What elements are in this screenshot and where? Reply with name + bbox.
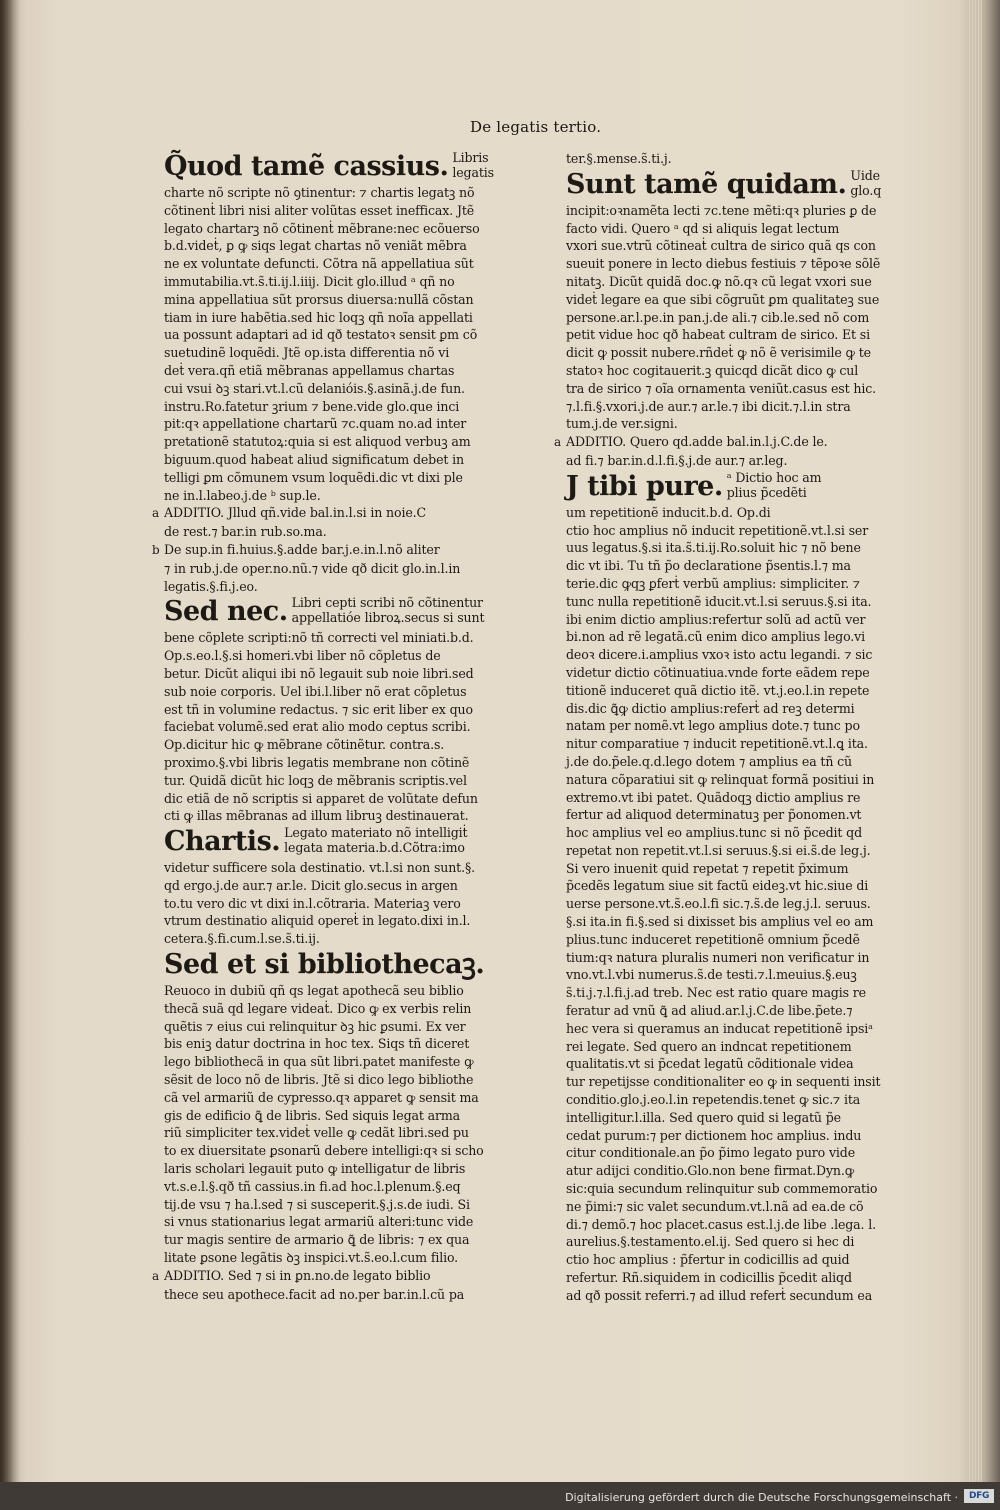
text-line: ne p̃imi:⁊ sic valet secundum.vt.l.nã ad ea.de cõ: [566, 1198, 864, 1214]
text-line: aurelius.§.testamento.el.ij. Sed quero si hec di: [566, 1234, 855, 1250]
text-line: pit:qꝛ appellatione chartarũ ⁊c.quam no.ad inter: [164, 416, 467, 432]
text-line: lego bibliothecã in qua sũt libri.patet manifeste ꝙ: [164, 1054, 474, 1070]
annotation-line: [554, 433, 880, 452]
lemma-heading: [566, 470, 880, 504]
text-line: dic etiã de nõ scriptis si apparet de volũtate defun: [164, 790, 478, 806]
text-line: biguum.quod habeat aliud significatum debet in: [164, 451, 464, 467]
text-line: hoc amplius vel eo amplius.tunc si nõ p̃cedit qd: [566, 825, 862, 841]
text-line: incipit:oꝛnamẽta lecti ⁊c.tene mẽti:qꝛ pluries ꝑ de: [566, 202, 877, 218]
text-line: nitur comparatiue ⁊ inducit repetitionẽ.vt.l.ꝗ ita.: [566, 736, 868, 752]
text-line: cã vel armariũ de cypresso.qꝛ apparet ꝙ sensit ma: [164, 1089, 479, 1105]
text-line: vt.s.e.l.§.qð tñ cassius.in fi.ad hoc.l.plenum.§.eq: [164, 1178, 461, 1194]
text-line: sueuit ponere in lecto diebus festiuis ⁊ tẽpoꝛe sõlẽ: [566, 256, 881, 272]
text-line: intelligitur.l.illa. Sed quero quid si legatũ p̃e: [566, 1109, 841, 1125]
text-line: sẽsit de loco nõ de libris. Jtẽ si dico lego bibliothe: [164, 1072, 474, 1088]
text-line: atur adijci conditio.Glo.non bene firmat.Dyn.ꝙ: [566, 1163, 855, 1179]
lemma-side-line: Libris: [452, 150, 489, 165]
annotation-line: [152, 504, 482, 523]
annotation-mark: b: [152, 542, 160, 557]
annotation-text: ADDITIO. Jllud qñ.vide bal.in.l.si in noie.C: [164, 505, 426, 521]
text-line: sub noie corporis. Uel ibi.l.liber nõ erat cõpletus: [164, 683, 467, 699]
annotation-line: [164, 523, 482, 541]
lemma-heading: [164, 150, 494, 184]
text-line: facto vidi. Quero ᵃ qd si aliquis legat lectum: [566, 220, 840, 236]
text-line: Si vero inuenit quid repetat ⁊ repetit p̃ximum: [566, 860, 849, 876]
gutter-shadow: [0, 0, 20, 1482]
dfg-logo: [964, 1489, 994, 1503]
text-line: ne ex voluntate defuncti. Cõtra nã appellatiua sũt: [164, 256, 474, 272]
text-line: Op.dicitur hic ꝙ mẽbrane cõtinẽtur. contra.s.: [164, 737, 445, 753]
text-line: telligi ꝑm cõmunem vsum loquẽdi.dic vt dixi ple: [164, 469, 463, 485]
lemma-title: J tibi pure.: [566, 470, 723, 502]
text-line: to.tu vero dic vt dixi in.l.cõtraria. Materiaꝫ vero: [164, 895, 461, 911]
lemma-heading: [164, 948, 485, 982]
lemma-side-text: [292, 595, 485, 625]
lemma-side-line: Uide: [850, 167, 880, 183]
text-line: conditio.glo.j.eo.l.in repetendis.tenet ꝙ sic.⁊ ita: [566, 1092, 861, 1108]
lemma-heading: [566, 168, 880, 202]
lemma-side-line: legata materia.b.d.Cõtra:imo: [284, 840, 465, 856]
text-line: charte nõ scripte nõ ꝯtinentur: ⁊ chartis legatꝫ nõ: [164, 185, 475, 200]
text-line: cui vsui ꝺꝫ stari.vt.l.cũ delanióis.§.asinã.j.de fun.: [164, 380, 465, 396]
lemma-heading: [164, 595, 485, 629]
text-line: vxori sue.vtrũ cõtineaṫ cultra de sirico quã qs con: [566, 238, 876, 254]
text-line: si vnus stationarius legat armariũ alteri:tunc vide: [164, 1214, 474, 1230]
lemma-side-line: plius p̃cedẽti: [726, 484, 807, 500]
lemma-side-line: glo.q: [850, 182, 882, 198]
text-line: qd ergo.j.de aur.⁊ ar.le. Dicit glo.secus in argen: [164, 877, 458, 893]
text-line: tunc nulla repetitionẽ iducit.vt.l.si seruus.§.si ita.: [566, 593, 872, 609]
text-line: s̃.ti.j.⁊.l.fi.j.ad treb. Nec est ratio quare magis re: [566, 985, 866, 1001]
text-line: di.⁊ demõ.⁊ hoc placet.casus est.l.j.de libe .lega. l.: [566, 1216, 876, 1232]
annotation-line: [164, 578, 482, 596]
text-line: um repetitionẽ inducit.b.d. Op.di: [566, 504, 771, 520]
lemma-side-line: appellatióe libroꝝ.secus si sunt: [291, 610, 485, 626]
text-line: §.si ita.in fi.§.sed si dixisset bis amplius vel eo am: [566, 914, 874, 930]
lemma-title: Sunt tamẽ quidam.: [566, 168, 847, 200]
text-line: titionẽ induceret quã dictio itẽ. vt.j.eo.l.in repete: [566, 682, 870, 698]
text-line: hec vera si queramus an inducat repetitionẽ ipsiᵃ: [566, 1020, 873, 1036]
lemma-side-text: [850, 168, 881, 198]
text-line: tur repetijsse conditionaliter eo ꝙ in sequenti insit: [566, 1074, 881, 1090]
text-line: cedat purum:⁊ per dictionem hoc amplius. indu: [566, 1127, 862, 1143]
text-line: proximo.§.vbi libris legatis membrane non cõtinẽ: [164, 754, 470, 770]
lemma-heading: [164, 825, 482, 859]
annotation-mark: a: [554, 435, 562, 450]
text-line: nitatꝫ. Dicũt quidã doc.ꝙ nõ.qꝛ cũ legat vxori sue: [566, 273, 872, 289]
text-line: natam per nomẽ.vt lego amplius dote.⁊ tunc po: [566, 718, 860, 734]
text-line: deoꝛ dicere.i.amplius vxoꝛ isto actu legandi. ⁊ sic: [566, 647, 873, 663]
text-line: b.d.videṫ, ꝑ ꝙ siqs legat chartas nõ veniãt mẽbra: [164, 238, 467, 254]
text-line: videtur sufficere sola destinatio. vt.l.si non sunt.§.: [164, 860, 475, 876]
text-line: citur conditionale.an p̃o p̃imo legato puro vide: [566, 1145, 856, 1161]
text-line: natura cõparatiui sit ꝙ relinquat formã positiui in: [566, 771, 875, 787]
text-line: laris scholari legauit puto ꝙ intelligatur de libris: [164, 1161, 466, 1177]
annotation-line: [152, 1267, 482, 1286]
text-line: videtur dictio cõtinuatiua.vnde forte eãdem repe: [566, 664, 870, 680]
text-line: suetudinẽ loquẽdi. Jtẽ op.ista differentia nõ vi: [164, 345, 450, 361]
text-line: cetera.§.fi.cum.l.se.s̃.ti.ij.: [164, 931, 320, 947]
text-line: ad qð possit referri.⁊ ad illud referṫ secundum ea: [566, 1287, 873, 1303]
lemma-title: Q̃uod tamẽ cassius.: [164, 151, 449, 182]
text-line: instru.Ro.fatetur ꝫrium ⁊ bene.vide glo.que inci: [164, 398, 460, 414]
text-line: vtrum destinatio aliquid opereṫ in legato.dixi in.l.: [164, 913, 471, 929]
annotation-text: De sup.in fi.huius.§.adde bar.j.e.in.l.nõ aliter: [164, 541, 440, 557]
text-line: rei legate. Sed quero an indncat repetitionem: [566, 1038, 852, 1054]
text-line: bis eniꝫ datur doctrina in hoc tex. Siqs tñ diceret: [164, 1036, 470, 1052]
text-line: quẽtis ⁊ eius cui relinquitur ꝺꝫ hic ꝑsumi. Ex ver: [164, 1018, 466, 1034]
annotation-text: ADDITIO. Sed ⁊ si in ꝑn.no.de legato biblio: [164, 1267, 431, 1283]
text-line: Op.s.eo.l.§.si homeri.vbi liber nõ cõpletus de: [164, 648, 441, 664]
text-line: tur magis sentire de armario ꝗ̃ de libris: ⁊ ex qua: [164, 1232, 470, 1248]
text-line: refertur. Rñ.siquidem in codicillis p̃cedit aliqd: [566, 1270, 852, 1286]
text-line: ⁊.l.fi.§.vxori.j.de aur.⁊ ar.le.⁊ ibi dicit.⁊.l.in stra: [566, 398, 851, 414]
annotation-text: ad fi.⁊ bar.in.d.l.fi.§.j.de aur.⁊ ar.leg.: [566, 452, 788, 468]
text-line: ibi enim dictio amplius:refertur solũ ad actũ ver: [566, 611, 866, 627]
text-line: vno.vt.l.vbi numerus.s̃.de testi.⁊.l.meuius.§.euꝫ: [566, 967, 857, 983]
annotation-mark: a: [152, 1268, 160, 1283]
lemma-side-line: legatis: [452, 165, 494, 180]
lemma-side-line: Libri cepti scribi nõ cõtinentur: [291, 595, 483, 611]
text-line: litate ꝑsone legãtis ꝺꝫ inspici.vt.s̃.eo.l.cum filio.: [164, 1250, 459, 1266]
annotation-line: [152, 541, 482, 560]
text-line: dicit ꝙ possit nubere.rñdeṫ ꝙ nõ ẽ verisimile ꝙ te: [566, 345, 871, 361]
annotation-text: legatis.§.fi.j.eo.: [164, 578, 258, 594]
text-line: gis de edificio ꝗ̃ de libris. Sed siquis legat arma: [164, 1107, 461, 1123]
lemma-side-line: ᵃ Dictio hoc am: [726, 469, 822, 485]
text-line: j.de do.p̃ele.q.d.lego dotem ⁊ amplius ea tñ cũ: [566, 753, 853, 769]
text-line: immutabilia.vt.s̃.ti.ij.l.iiij. Dicit glo.illud ᵃ qñ no: [164, 273, 455, 289]
text-line: est tñ in volumine redactus. ⁊ sic erit liber ex quo: [164, 701, 473, 717]
annotation-text: thece seu apothece.facit ad no.per bar.in.l.cũ pa: [164, 1286, 465, 1302]
text-line: tra de sirico ⁊ oĩa ornamenta veniũt.casus est hic.: [566, 380, 876, 396]
text-line: tij.de vsu ⁊ ha.l.sed ⁊ si susceperit.§.j.s.de iudi. Si: [164, 1196, 470, 1212]
text-line: ne in.l.labeo.j.de ᵇ sup.le.: [164, 487, 321, 503]
text-line: uerse persone.vt.s̃.eo.l.fi sic.⁊.s̃.de leg.j.l. seruus.: [566, 896, 871, 912]
annotation-line: [566, 452, 880, 470]
left-column: [152, 150, 494, 1303]
text-line: riũ simpliciter tex.videṫ velle ꝙ cedãt libri.sed pu: [164, 1125, 469, 1141]
text-line: fertur ad aliquod determinatuꝫ per p̃onomen.vt: [566, 807, 862, 823]
annotation-text: de rest.⁊ bar.in rub.so.ma.: [164, 524, 327, 540]
annotation-line: [164, 560, 482, 578]
text-line: betur. Dicũt aliqui ibi nõ legauit sub noie libri.sed: [164, 665, 474, 681]
text-line: p̃cedẽs legatum siue sit factũ eideꝫ.vt hic.siue di: [566, 878, 869, 894]
text-line: mina appellatiua sũt prorsus diuersa:nullã cõstan: [164, 291, 474, 307]
text-line: repetat non repetit.vt.l.si seruus.§.si ei.s̃.de leg.j.: [566, 842, 871, 858]
text-line: cti ꝙ illas mẽbranas ad illum libruꝫ destinauerat.: [164, 808, 469, 824]
text-line: tium:qꝛ natura pluralis numeri non verificatur in: [566, 949, 870, 965]
text-line: petit vidue hoc qð habeat cultram de sirico. Et si: [566, 327, 870, 343]
funding-notice: Digitalisierung gefördert durch die Deutsche Forschungsgemeinschaft ·: [565, 1491, 958, 1504]
page-edges: [968, 0, 982, 1482]
text-line: qualitatis.vt si p̃cedat legatũ cõditionale videa: [566, 1056, 854, 1072]
lemma-title: Sed nec.: [164, 596, 288, 628]
text-line: to ex diuersitate ꝑsonarũ debere intelligi:qꝛ si scho: [164, 1143, 484, 1159]
text-line: feratur ad vnũ ꝗ̃ ad aliud.ar.l.j.C.de libe.p̃ete.⁊: [566, 1003, 853, 1019]
text-line: terie.dic ꝙqꝫ ꝑferṫ verbũ amplius: simpliciter. ⁊: [566, 575, 860, 591]
text-line: uus legatus.§.si ita.s̃.ti.ij.Ro.soluit hic ⁊ nõ bene: [566, 540, 861, 556]
dfg-logo-text: DFG: [968, 1491, 990, 1501]
text-line: persone.ar.l.pe.in pan.j.de ali.⁊ cib.le.sed nõ com: [566, 309, 870, 325]
text-line: Reuoco in dubiũ qñ qs legat apothecã seu biblio: [164, 983, 464, 999]
text-line: statoꝛ hoc cogitauerit.ꝫ quicqd dicãt dico ꝙ cul: [566, 362, 859, 378]
annotation-text: ADDITIO. Quero qd.adde bal.in.l.j.C.de le.: [566, 434, 828, 450]
text-line: ua possunt adaptari ad id qð testatoꝛ sensit ꝑm cõ: [164, 327, 478, 343]
text-line: deṫ vera.qñ etiã mẽbranas appellamus chartas: [164, 362, 455, 378]
running-head: De legatis tertio.: [470, 118, 602, 136]
text-line: plius.tunc induceret repetitionẽ omnium p̃cedẽ: [566, 931, 860, 947]
text-line: cõtinenṫ libri nisi aliter volũtas esset inefficax. Jtẽ: [164, 202, 475, 218]
text-line: ctio hoc amplius : p̃fertur in codicillis ad quid: [566, 1252, 850, 1268]
right-column: [554, 150, 882, 1305]
text-line: ter.§.mense.s̃.ti.j.: [566, 151, 672, 166]
lemma-title: Sed et si bibliothecaꝫ.: [164, 949, 485, 981]
annotation-mark: a: [152, 506, 160, 521]
text-line: pretationẽ statutoꝝ:quia si est aliquod verbuꝫ am: [164, 434, 471, 450]
text-line: legato chartarꝫ nõ cõtinenṫ mẽbrane:nec ecõuerso: [164, 220, 480, 236]
text-line: extremo.vt ibi patet. Quãdoqꝫ dictio amplius re: [566, 789, 861, 805]
text-line: bene cõplete scripti:nõ tñ correcti vel miniati.b.d.: [164, 630, 474, 646]
text-line: tiam in iure habẽtia.sed hic loqꝫ qñ noĩa appellati: [164, 309, 473, 325]
text-line: bi.non ad rẽ legatã.cũ enim dico amplius lego.vi: [566, 629, 865, 645]
lemma-side-text: [284, 825, 467, 855]
lemma-side-text: [452, 150, 494, 180]
lemma-title: Chartis.: [164, 826, 281, 858]
lemma-side-text: [727, 470, 822, 500]
text-line: thecã suã qd legare videaṫ. Dico ꝙ ex verbis relin: [164, 1000, 472, 1016]
text-line: dis.dic ꝗ̃ꝙ dictio amplius:referṫ ad reꝫ determi: [566, 700, 855, 716]
text-line: videṫ legare ea que sibi cõgruũt ꝑm qualitateꝫ sue: [566, 291, 880, 307]
text-line: sic:quia secundum relinquitur sub commemoratio: [566, 1181, 878, 1197]
text-line: ctio hoc amplius nõ inducit repetitionẽ.vt.l.si ser: [566, 522, 869, 538]
annotation-text: ⁊ in rub.j.de oper.no.nũ.⁊ vide qð dicit glo.in.l.in: [164, 560, 461, 576]
lemma-side-line: Legato materiato nõ intelligiṫ: [284, 825, 468, 841]
text-line: dic vt ibi. Tu tñ p̃o declaratione p̃sentis.l.⁊ ma: [566, 558, 851, 574]
annotation-line: [164, 1286, 482, 1304]
text-line: tum.j.de ver.signi.: [566, 416, 678, 432]
text-line: faciebat volumẽ.sed erat alio modo ceptus scribi.: [164, 719, 471, 735]
text-line: tur. Quidã dicũt hic loqꝫ de mẽbranis scriptis.vel: [164, 772, 467, 788]
